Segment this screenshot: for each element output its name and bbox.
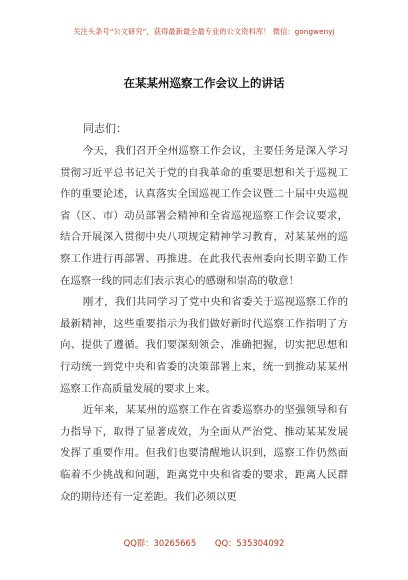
qq-contact-label: QQ：535304092 bbox=[214, 538, 285, 548]
document-title: 在某某州巡察工作会议上的讲话 bbox=[123, 76, 285, 90]
header-note: 关注头条号“公文研究”，获得最新最全最专业的公文资料库！ 微信：gongwenyj bbox=[73, 27, 335, 36]
document-body bbox=[60, 141, 348, 508]
salutation: 同志们： bbox=[83, 122, 127, 135]
paragraph-1: 今天，我们召开全州巡察工作会议，主要任务是深入学习贯彻习近平总书记关于党的自我革命的重要思想和关于巡视工作的重要论述，认真落实全国巡视工作会议暨二十届中央巡视省（区、市）动员部署会精神和全省巡视巡察工作会议要求，结合开展深入贯彻中央八项规定精神学习教育，对某某州的巡察工作进行再部署、再推进。在此我代表州委向长期辛勤工作在巡察一线的同志们表示衷心的感谢和崇高的敬意！ bbox=[60, 145, 348, 287]
paragraph-2: 刚才，我们共同学习了党中央和省委关于巡视巡察工作的最新精神，这些重要指示为我们做好新时代巡察工作指明了方向、提供了遵循。我们要深刻领会、准确把握，切实把思想和行动统一到党中央和省委的决策部署上来，统一到推动某某州巡察工作高质量发展的要求上来。 bbox=[60, 296, 348, 395]
footer-contact bbox=[0, 537, 408, 549]
paragraph-3: 近年来，某某州的巡察工作在省委巡察办的坚强领导和有力指导下，取得了显著成效，为全面从严治党、推动某某发展发挥了重要作用。但我们也要清醒地认识到，巡察工作仍然面临着不少挑战和问题，距离党中央和省委的要求，距离人民群众的期待还有一定差距。我们必须以更 bbox=[60, 404, 348, 503]
qq-group-label: QQ群：30265665 bbox=[123, 538, 197, 548]
